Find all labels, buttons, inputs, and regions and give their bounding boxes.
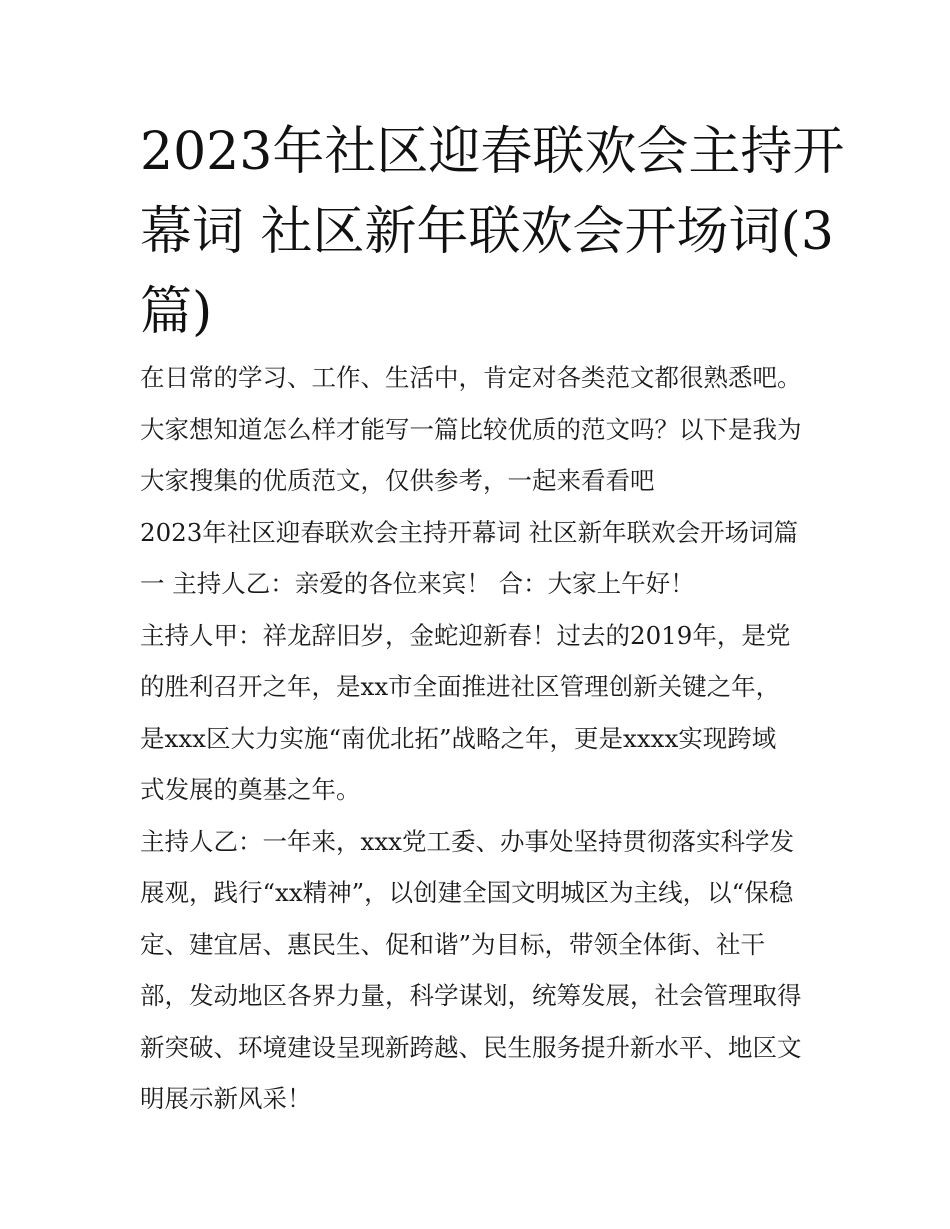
body-line: 新突破、环境建设呈现新跨越、民生服务提升新水平、地区文 bbox=[140, 1032, 802, 1062]
body-line: 2023年社区迎春联欢会主持开幕词 社区新年联欢会开场词篇 bbox=[140, 517, 799, 547]
body-line: 的胜利召开之年，是xx市全面推进社区管理创新关键之年， bbox=[140, 672, 781, 701]
body-line: 定、建宜居、惠民生、促和谐”为目标，带领全体街、社干 bbox=[140, 929, 766, 959]
body-line: 展观，践行“xx精神”，以创建全国文明城区为主线，以“保稳 bbox=[140, 878, 794, 907]
body-line: 一 主持人乙：亲爱的各位来宾！ 合：大家上午好！ bbox=[140, 569, 695, 598]
body-line: 是xxx区大力实施“南优北拓”战略之年，更是xxxx实现跨域 bbox=[140, 723, 777, 753]
body-line: 明展示新风采！ bbox=[140, 1084, 312, 1113]
body-line: 主持人甲：祥龙辞旧岁，金蛇迎新春！过去的2019年，是党 bbox=[140, 620, 791, 650]
title-line: 2023年社区迎春联欢会主持开 bbox=[140, 122, 845, 182]
document-body bbox=[140, 352, 830, 1125]
body-line: 大家想知道怎么样才能写一篇比较优质的范文吗？以下是我为 bbox=[140, 414, 802, 444]
body-line: 大家搜集的优质范文，仅供参考，一起来看看吧 bbox=[140, 466, 655, 495]
document-title bbox=[140, 112, 845, 352]
body-line: 在日常的学习、工作、生活中，肯定对各类范文都很熟悉吧。 bbox=[140, 363, 802, 392]
title-line: 幕词 社区新年联欢会开场词(3 bbox=[140, 202, 834, 262]
title-line: 篇) bbox=[140, 282, 213, 342]
body-line: 主持人乙：一年来，xxx党工委、办事处坚持贯彻落实科学发 bbox=[140, 826, 794, 856]
body-line: 部，发动地区各界力量，科学谋划，统筹发展，社会管理取得 bbox=[140, 981, 802, 1010]
body-line: 式发展的奠基之年。 bbox=[140, 775, 361, 804]
